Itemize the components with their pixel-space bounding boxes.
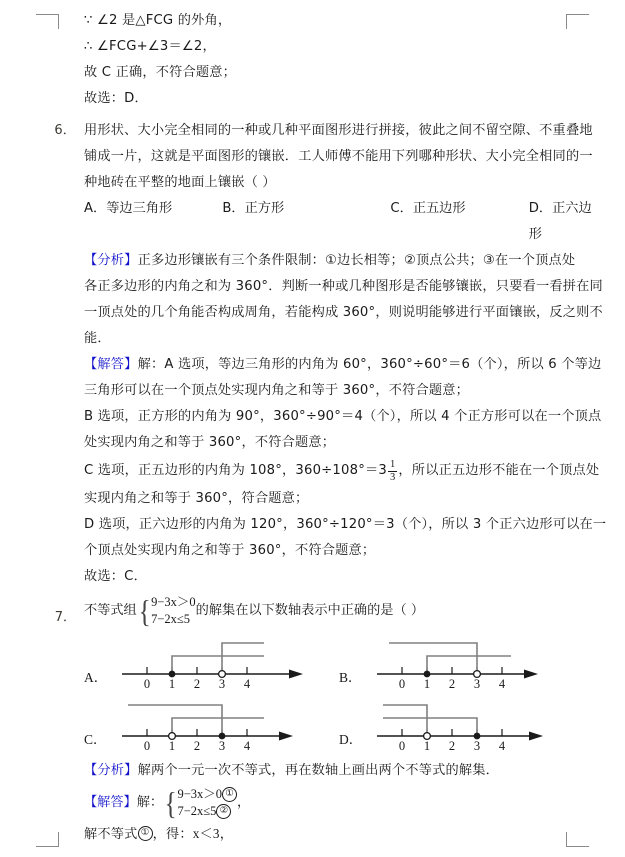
option-b[interactable] (339, 632, 589, 692)
answer-text: B 选项，正方形的内角为 90°，360°÷90°＝4（个），所以 4 个正方形可以在一个顶点 (84, 409, 602, 424)
option-a-letter: A． (84, 670, 108, 685)
number-line-d (369, 696, 579, 752)
question-6-analysis-line (26, 300, 604, 326)
question-6-analysis-first-line (26, 248, 604, 274)
answer-text: 处实现内角之和等于 360°，不符合题意； (84, 435, 336, 450)
question-6-stem-text: 铺成一片，这就是平面图形的镶嵌．工人师傅不能用下列哪种形状、大小完全相同的一 (84, 149, 593, 164)
answer-tag: 【解答】 (84, 357, 138, 372)
inequality-row-1: 9−3x＞0 (151, 595, 196, 609)
analysis-tag: 【分析】 (84, 253, 138, 268)
question-6-choices (26, 196, 604, 248)
question-7-options (84, 632, 604, 756)
svg-text:1: 1 (423, 739, 431, 752)
fraction (388, 459, 397, 482)
question-7-analysis (26, 758, 604, 784)
answer-text: 三角形可以在一个顶点处实现内角之和等于 360°，不符合题意； (84, 383, 470, 398)
choice-d-text: 正六边形 (528, 201, 592, 242)
choice-b-text: 正方形 (244, 201, 285, 216)
question-7-number: 7． (54, 610, 76, 625)
svg-text:1: 1 (168, 677, 176, 690)
option-a[interactable] (84, 632, 334, 692)
fraction-numerator: 1 (389, 459, 396, 471)
conclusion-text: ∴ ∠FCG+∠3＝∠2， (84, 39, 216, 54)
svg-text:2: 2 (193, 677, 201, 690)
question-7-stem (26, 594, 604, 628)
circled-number-1: ① (138, 826, 153, 841)
question-6-analysis-line (26, 274, 604, 300)
svg-text:4: 4 (498, 739, 506, 752)
brace-icon: { (138, 593, 151, 629)
question-6-answer-line (26, 430, 604, 456)
inequality-row-2: 7−2x≤5 (151, 612, 191, 626)
question-6-number: 6． (54, 123, 76, 138)
answer-text: 解：A 选项，等边三角形的内角为 60°，360°÷60°＝6（个），所以 6 个等边 (137, 357, 602, 372)
option-d[interactable] (339, 694, 589, 754)
page-content (26, 8, 607, 848)
circled-number-2: ② (216, 804, 231, 819)
svg-text:3: 3 (473, 677, 481, 690)
svg-text:0: 0 (398, 677, 406, 690)
number-line-a (114, 634, 324, 690)
conclusion-line (26, 8, 604, 34)
analysis-text: 能． (84, 331, 111, 346)
option-c-letter: C． (84, 732, 107, 747)
answer-inequality-1-text: 9−3x＞0 (177, 787, 223, 801)
svg-text:3: 3 (473, 739, 481, 752)
choice-c[interactable] (390, 196, 528, 248)
svg-text:3: 3 (218, 739, 226, 752)
svg-text:0: 0 (143, 677, 151, 690)
mixed-number (387, 458, 398, 481)
previous-question-conclusion (26, 8, 604, 112)
analysis-text: 正多边形镶嵌有三个条件限制：①边长相等；②顶点公共；③在一个顶点处 (137, 253, 576, 268)
question-6-stem-line (26, 118, 604, 144)
answer-tag: 【解答】 (84, 795, 137, 810)
conclusion-text: 故选：D． (84, 91, 148, 106)
question-7-solve-line (26, 821, 604, 848)
question-6-stem-line (26, 144, 604, 170)
question-6-analysis-line (26, 326, 604, 352)
conclusion-line (26, 60, 604, 86)
choice-a-label: A． (84, 201, 107, 216)
svg-text:3: 3 (218, 677, 226, 690)
conclusion-text: 故 C 正确，不符合题意； (84, 65, 237, 80)
answer-text: D 选项，正六边形的内角为 120°，360°÷120°＝3（个），所以 3 个正六边形可以在一 (84, 517, 607, 532)
answer-inequality-row-2 (177, 803, 237, 820)
analysis-text: 解两个一元一次不等式，再在数轴上画出两个不等式的解集． (137, 763, 500, 778)
answer-text: ，所以正五边形不能在一个顶点处 (398, 463, 600, 478)
svg-text:4: 4 (498, 677, 506, 690)
svg-text:1: 1 (168, 739, 176, 752)
svg-text:2: 2 (448, 677, 456, 690)
choice-c-label: C． (390, 201, 413, 216)
choice-a[interactable] (84, 196, 222, 248)
choice-b-label: B． (222, 201, 245, 216)
answer-inequality-row-1 (177, 786, 237, 803)
choice-d-label: D． (528, 201, 553, 216)
question-6-answer-line-c (26, 456, 604, 486)
choice-c-text: 正五边形 (412, 201, 466, 216)
answer-prefix: 解： (136, 795, 164, 810)
fraction-denominator: 3 (389, 471, 396, 483)
question-6-answer-line (26, 378, 604, 404)
svg-text:2: 2 (193, 739, 201, 752)
brace-icon: { (164, 785, 177, 821)
question-6-answer-line (26, 538, 604, 564)
answer-inequality-system (163, 786, 237, 820)
question-6-stem-line (26, 170, 604, 196)
svg-text:0: 0 (143, 739, 151, 752)
question-6-answer-line (26, 404, 604, 430)
analysis-text: 各正多边形的内角之和为 360°．判断一种或几种图形是否能够镶嵌，只要看一看拼在同 (84, 279, 603, 294)
circled-number-1: ① (222, 787, 237, 802)
solve-result: x＜3， (192, 826, 234, 841)
question-7-answer (26, 786, 604, 820)
answer-text: C 选项，正五边形的内角为 108°，360÷108°＝3 (84, 463, 387, 478)
choice-a-text: 等边三角形 (106, 201, 173, 216)
answer-text: 实现内角之和等于 360°，符合题意； (84, 491, 309, 506)
answer-inequality-2-text: 7−2x≤5 (177, 804, 217, 818)
svg-text:4: 4 (243, 739, 251, 752)
analysis-text: 一顶点处的几个角能否构成周角，若能构成 360°，则说明能够进行平面镶嵌，反之则不 (84, 305, 603, 320)
answer-text: 个顶点处实现内角之和等于 360°，不符合题意； (84, 543, 376, 558)
inequality-system (137, 594, 196, 628)
option-b-letter: B． (339, 670, 362, 685)
question-7-stem-prefix: 不等式组 (84, 603, 137, 618)
solve-prefix: 解不等式 (84, 827, 138, 842)
question-7 (26, 594, 604, 848)
question-7-stem-suffix: 的解集在以下数轴表示中正确的是（ ） (195, 603, 425, 618)
option-c[interactable] (84, 694, 334, 754)
answer-tail: ， (237, 795, 251, 810)
choice-d[interactable] (529, 196, 604, 248)
svg-text:1: 1 (423, 677, 431, 690)
conclusion-line (26, 86, 604, 112)
question-6-stem-text: 用形状、大小完全相同的一种或几种平面图形进行拼接，彼此之间不留空隙、不重叠地 (84, 123, 593, 138)
option-d-letter: D． (339, 732, 363, 747)
question-6 (26, 118, 607, 590)
answer-text: 故选：C． (84, 569, 147, 584)
solve-middle: ，得： (152, 827, 193, 842)
question-6-answer-line (26, 564, 604, 590)
question-6-answer-line (26, 512, 607, 538)
question-6-answer-line (26, 486, 604, 512)
svg-text:4: 4 (243, 677, 251, 690)
choice-b[interactable] (222, 196, 390, 248)
number-line-c (114, 696, 324, 752)
svg-text:0: 0 (398, 739, 406, 752)
analysis-tag: 【分析】 (84, 763, 138, 778)
svg-text:2: 2 (448, 739, 456, 752)
question-6-answer-first-line (26, 352, 604, 378)
conclusion-line (26, 34, 604, 60)
conclusion-text: ∵ ∠2 是△FCG 的外角， (84, 13, 232, 28)
number-line-b (369, 634, 579, 690)
question-6-stem-text: 种地砖在平整的地面上镶嵌（ ） (84, 175, 276, 190)
